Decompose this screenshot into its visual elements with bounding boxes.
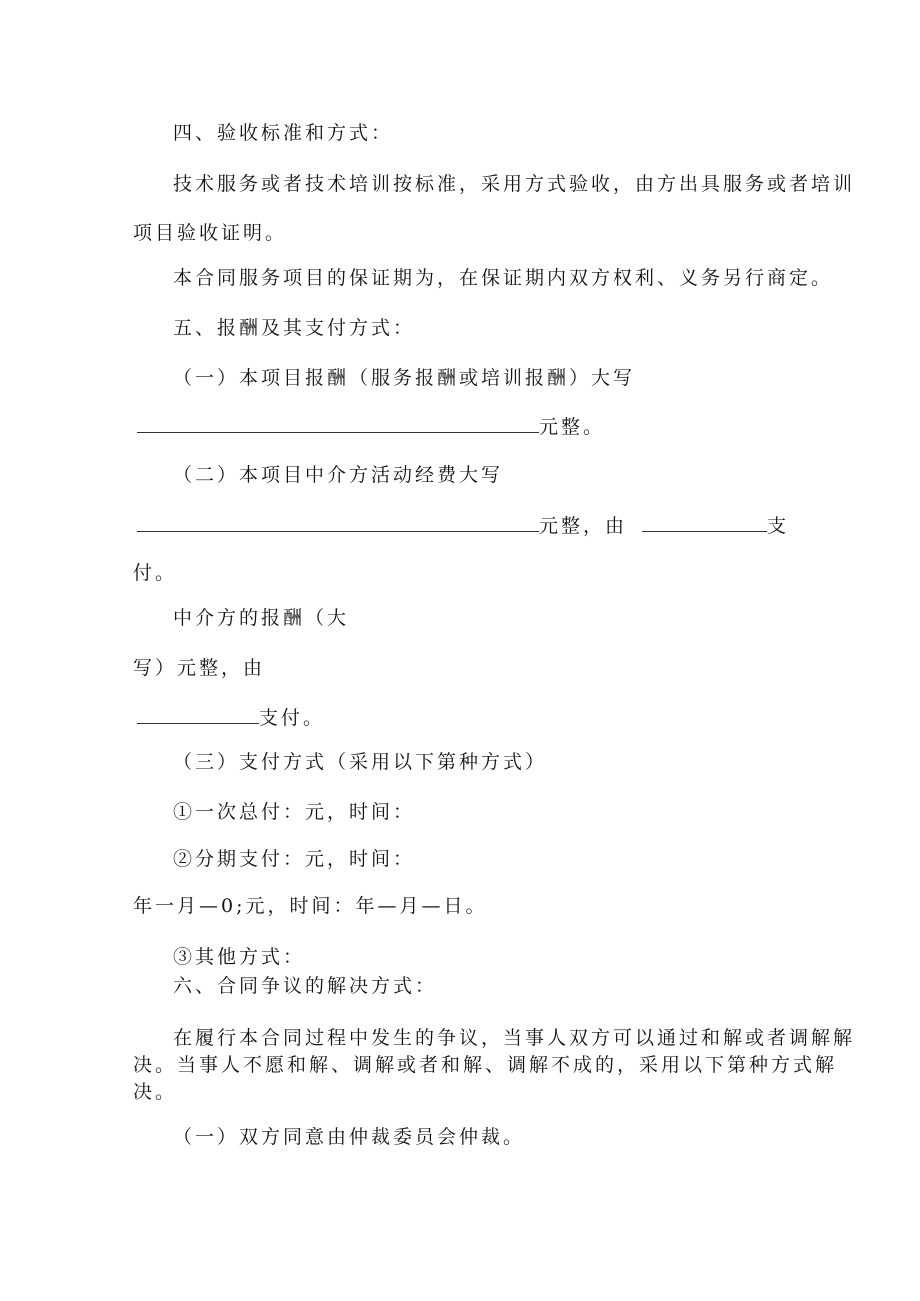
payment-item-2-continuation: 付。 [133,562,178,584]
payment-option-3: ③其他方式： [173,946,306,968]
amount-blank-field[interactable] [137,414,539,433]
agent-fee-line-2: 写）元整，由 [133,657,266,679]
payment-option-1: ①一次总付：元，时间： [173,801,416,823]
payment-item-1-amount-line [137,414,605,439]
section-6-heading: 六、合同争议的解决方式： [173,975,438,997]
activity-fee-blank-field[interactable] [137,513,539,532]
payment-item-2: （二）本项目中介方活动经费大写 [173,464,504,486]
agent-payer-blank-field[interactable] [137,705,259,724]
section-6-paragraph-line-3: 决。 [133,1081,178,1103]
payer-suffix: 支 [767,515,790,537]
warranty-paragraph: 本合同服务项目的保证期为，在保证期内双方权利、义务另行商定。 [173,267,834,289]
amount-suffix: 元整。 [539,416,606,438]
payment-option-2-continuation: 年一月—0;元，时间：年—月—日。 [133,895,488,917]
section-6-paragraph-line-2: 决。当事人不愿和解、调解或者和解、调解不成的，采用以下第种方式解 [133,1054,838,1076]
payment-item-1: （一）本项目报酬（服务报酬或培训报酬）大写 [173,367,636,389]
payer-blank-field[interactable] [642,513,767,532]
section-5-heading: 五、报酬及其支付方式： [173,317,416,339]
arbitration-option-1: （一）双方同意由仲裁委员会仲裁。 [173,1126,526,1148]
activity-fee-suffix: 元整，由 [539,515,628,537]
section-4-paragraph-line-2: 项目验收证明。 [133,222,288,244]
section-4-heading: 四、验收标准和方式： [173,122,394,144]
agent-fee-line-1: 中介方的报酬（大 [173,607,350,629]
section-4-paragraph-line-1: 技术服务或者技术培训按标准，采用方式验收，由方出具服务或者培训 [173,173,856,195]
payment-option-2: ②分期支付：元，时间： [173,848,416,870]
payment-item-3: （三）支付方式（采用以下第种方式） [173,751,548,773]
payment-item-2-amount-line [137,513,789,538]
section-6-paragraph-line-1: 在履行本合同过程中发生的争议，当事人双方可以通过和解或者调解解 [173,1027,856,1049]
agent-fee-payer-line [137,705,325,730]
agent-pay-suffix: 支付。 [259,707,326,729]
